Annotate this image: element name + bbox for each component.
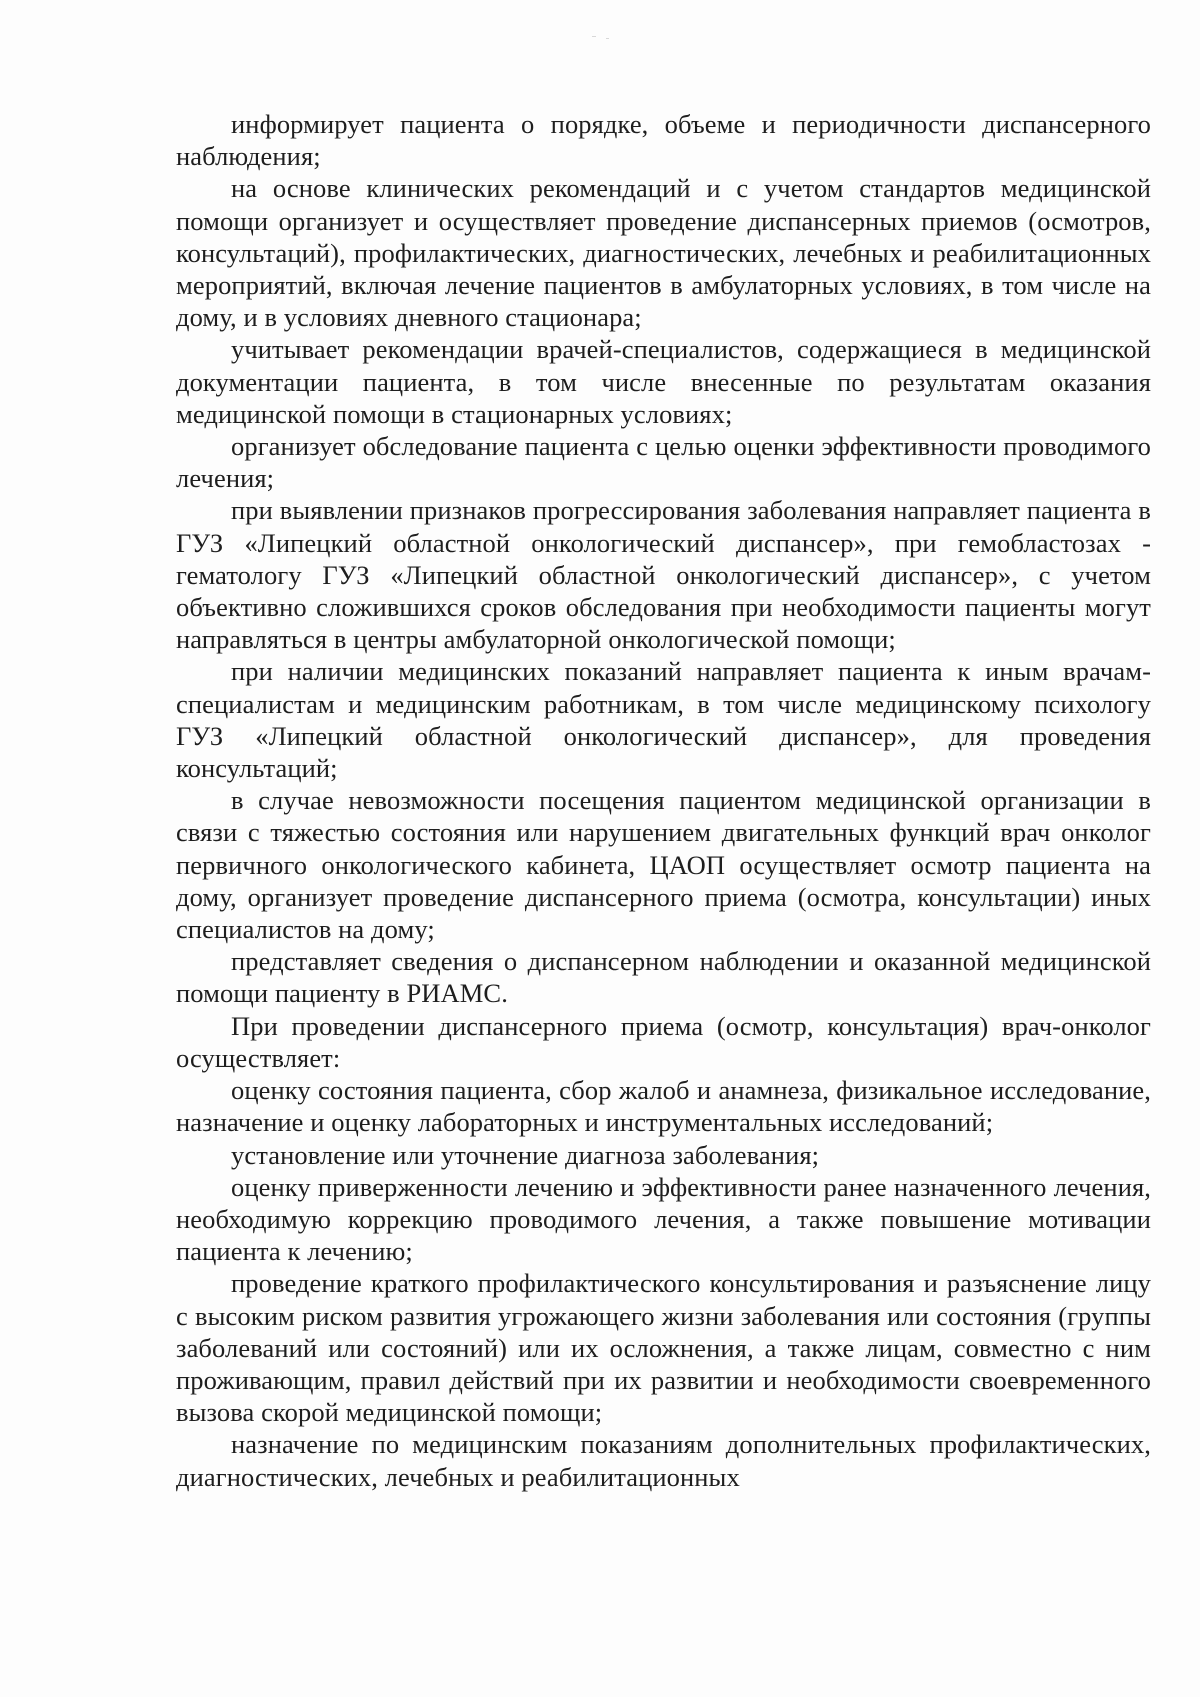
paragraph: в случае невозможности посещения пациентом медицинской организации в связи с тяжестью состояния или нарушением двигательных функций врач онколог первичного онкологического кабинета, ЦАОП осуществляет осмотр пациента на дому, организует проведение диспансерного приема (осмотра, консультации) иных специалистов на дому; bbox=[176, 785, 1151, 945]
paragraph: при наличии медицинских показаний направляет пациента к иным врачам-специалистам и медицинским работникам, в том числе медицинскому психологу ГУЗ «Липецкий областной онкологический диспансер», для проведения консультаций; bbox=[176, 656, 1151, 784]
paragraph: назначение по медицинским показаниям дополнительных профилактических, диагностических, лечебных и реабилитационных bbox=[176, 1429, 1151, 1492]
paragraph: представляет сведения о диспансерном наблюдении и оказанной медицинской помощи пациенту в РИАМС. bbox=[176, 946, 1151, 1009]
paragraph: установление или уточнение диагноза заболевания; bbox=[231, 1139, 820, 1170]
paragraph: оценку состояния пациента, сбор жалоб и анамнеза, физикальное исследование, назначение и оценку лабораторных и инструментальных исследований; bbox=[176, 1075, 1151, 1138]
paragraph: проведение краткого профилактического консультирования и разъяснение лицу с высоким риском развития угрожающего жизни заболевания или состояния (группы заболеваний или состояний) или их осложнения, а также лицам, совместно с ним проживающим, правил действий при их развитии и необходимости своевременного вызова скорой медицинской помощи; bbox=[176, 1268, 1151, 1428]
paragraph: При проведении диспансерного приема (осмотр, консультация) врач-онколог осуществляет: bbox=[176, 1010, 1151, 1073]
paragraph: при выявлении признаков прогрессирования заболевания направляет пациента в ГУЗ «Липецкий областной онкологический диспансер», при гемобластозах - гематологу ГУЗ «Липецкий областной онкологический диспансер», с учетом объективно сложившихся сроков обследования при необходимости пациенты могут направляться в центры амбулаторной онкологической помощи; bbox=[176, 495, 1151, 655]
paragraph: информирует пациента о порядке, объеме и периодичности диспансерного наблюдения; bbox=[176, 109, 1151, 172]
scan-mark bbox=[606, 38, 609, 39]
paragraph: учитывает рекомендации врачей-специалистов, содержащиеся в медицинской документации пациента, в том числе внесенные по результатам оказания медицинской помощи в стационарных условиях; bbox=[176, 334, 1151, 429]
document-body bbox=[176, 108, 1151, 1493]
paragraph: на основе клинических рекомендаций и с учетом стандартов медицинской помощи организует и осуществляет проведение диспансерных приемов (осмотров, консультаций), профилактических, диагностических, лечебных и реабилитационных мероприятий, включая лечение пациентов в амбулаторных условиях, в том числе на дому, и в условиях дневного стационара; bbox=[176, 173, 1151, 333]
paragraph: организует обследование пациента с целью оценки эффективности проводимого лечения; bbox=[176, 431, 1151, 494]
paragraph: оценку приверженности лечению и эффективности ранее назначенного лечения, необходимую коррекцию проводимого лечения, а также повышение мотивации пациента к лечению; bbox=[176, 1171, 1151, 1267]
scan-mark bbox=[592, 36, 596, 37]
